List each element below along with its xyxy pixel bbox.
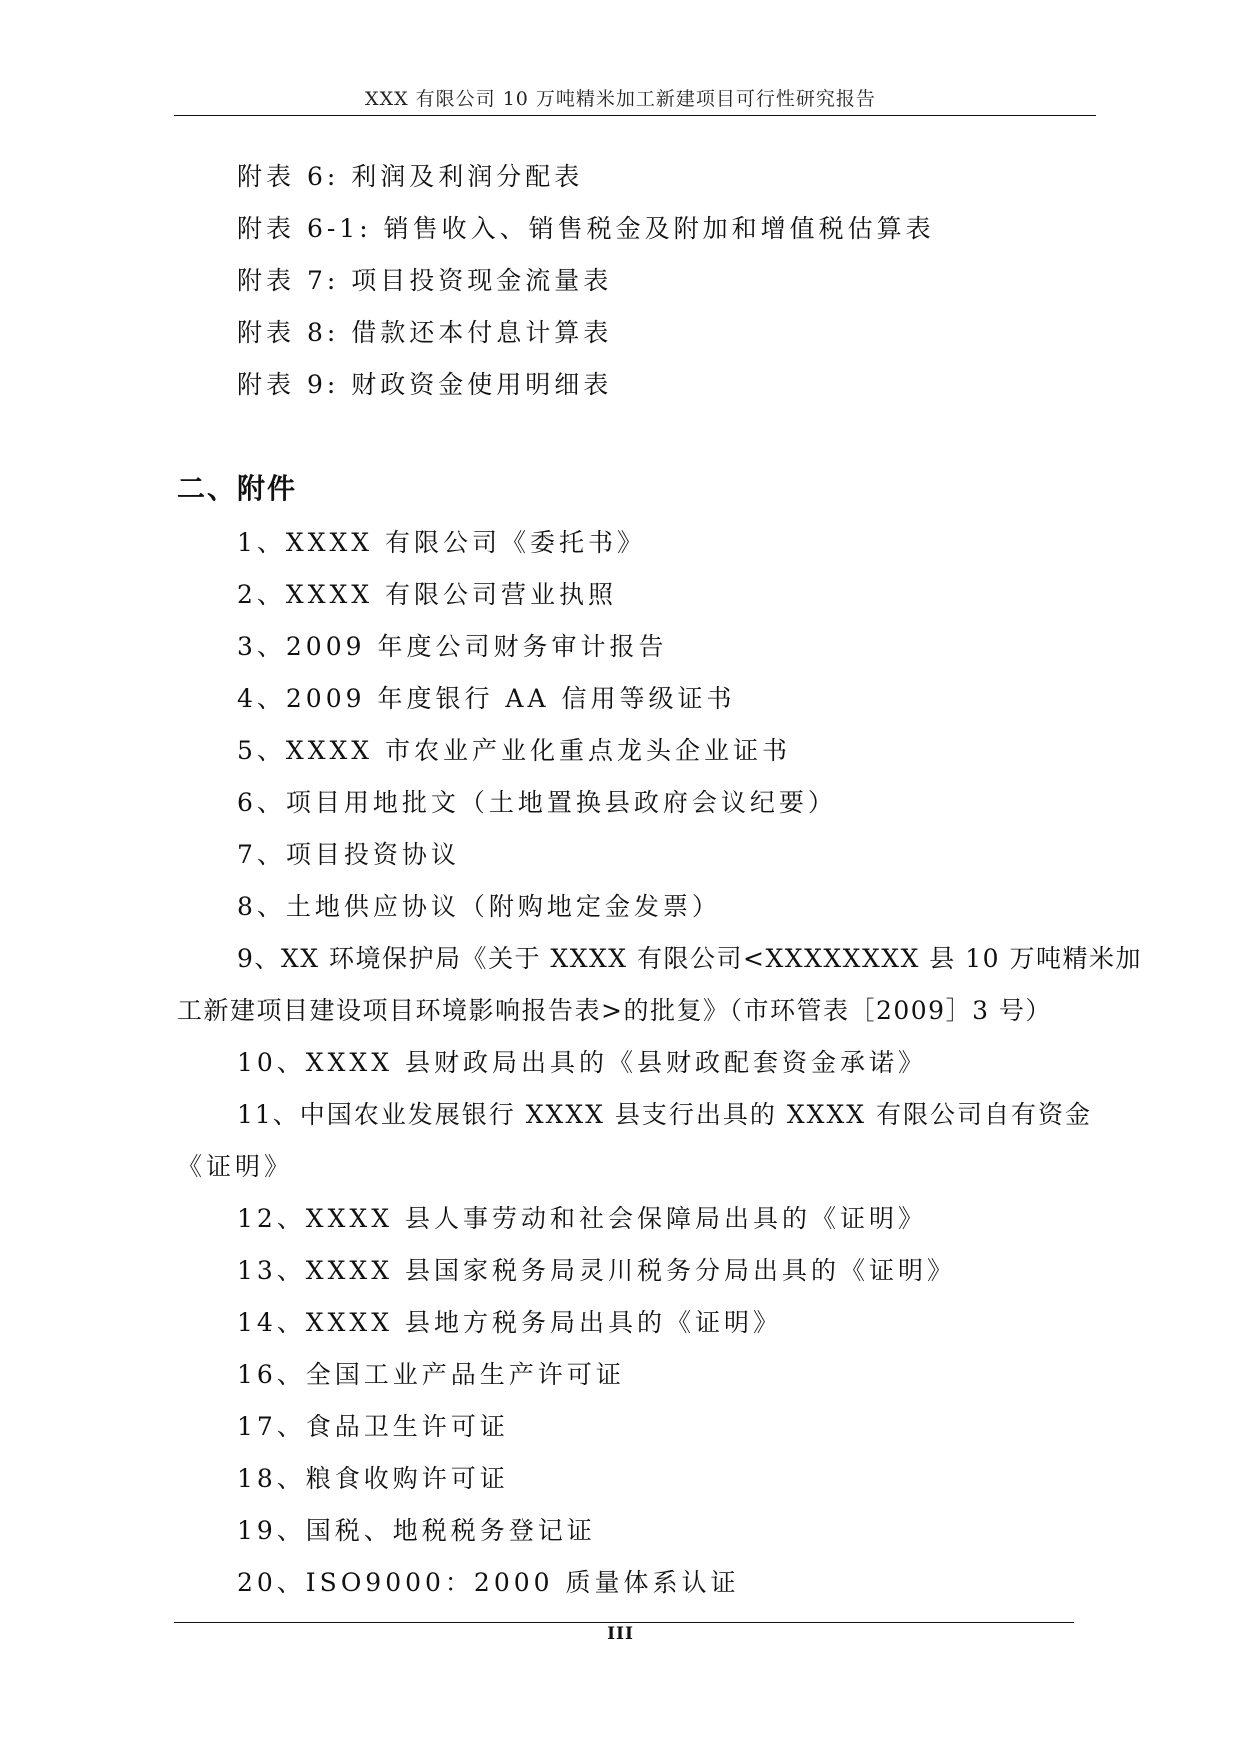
attachment-item: 7、项目投资协议 — [237, 840, 460, 869]
attachment-item: 17、食品卫生许可证 — [237, 1412, 509, 1441]
attachment-item: 4、2009 年度银行 AA 信用等级证书 — [237, 684, 736, 713]
attachment-item-continued: 工新建项目建设项目环境影响报告表>的批复》（市环管表［2009］3 号） — [177, 996, 1052, 1025]
attachment-item: 1、XXXX 有限公司《委托书》 — [237, 528, 647, 557]
attachment-item: 16、全国工业产品生产许可证 — [237, 1360, 625, 1389]
schedule-item: 附表 6-1: 销售收入、销售税金及附加和增值税估算表 — [237, 214, 935, 243]
schedule-item: 附表 8: 借款还本付息计算表 — [237, 318, 613, 347]
schedule-item: 附表 9: 财政资金使用明细表 — [237, 370, 613, 399]
attachment-item: 13、XXXX 县国家税务局灵川税务分局出具的《证明》 — [237, 1256, 956, 1285]
attachment-item: 10、XXXX 县财政局出具的《县财政配套资金承诺》 — [237, 1048, 927, 1077]
attachment-item: 19、国税、地税税务登记证 — [237, 1516, 596, 1545]
attachment-item-continued: 《证明》 — [177, 1152, 294, 1181]
attachment-item: 5、XXXX 市农业产业化重点龙头企业证书 — [237, 736, 792, 765]
header-divider — [174, 115, 1096, 116]
attachment-item: 2、XXXX 有限公司营业执照 — [237, 580, 618, 609]
schedule-item: 附表 7: 项目投资现金流量表 — [237, 266, 613, 295]
attachment-item: 9、XX 环境保护局《关于 XXXX 有限公司<XXXXXXXX 县 10 万吨精米加 — [237, 944, 1143, 973]
attachment-item: 8、土地供应协议（附购地定金发票） — [237, 892, 721, 921]
schedule-item: 附表 6: 利润及利润分配表 — [237, 162, 584, 191]
attachment-item: 12、XXXX 县人事劳动和社会保障局出具的《证明》 — [237, 1204, 927, 1233]
footer-divider — [174, 1622, 1074, 1623]
attachment-item: 18、粮食收购许可证 — [237, 1464, 509, 1493]
page-number: III — [607, 1624, 634, 1644]
attachment-item: 14、XXXX 县地方税务局出具的《证明》 — [237, 1308, 782, 1337]
page-header-title: XXX 有限公司 10 万吨精米加工新建项目可行性研究报告 — [365, 88, 876, 110]
attachment-item: 3、2009 年度公司财务审计报告 — [237, 632, 668, 661]
attachment-item: 6、项目用地批文（土地置换县政府会议纪要） — [237, 788, 837, 817]
attachment-item: 20、ISO9000：2000 质量体系认证 — [237, 1568, 740, 1597]
section-heading: 二、附件 — [177, 472, 298, 505]
attachment-item: 11、中国农业发展银行 XXXX 县支行出具的 XXXX 有限公司自有资金 — [237, 1100, 1092, 1129]
